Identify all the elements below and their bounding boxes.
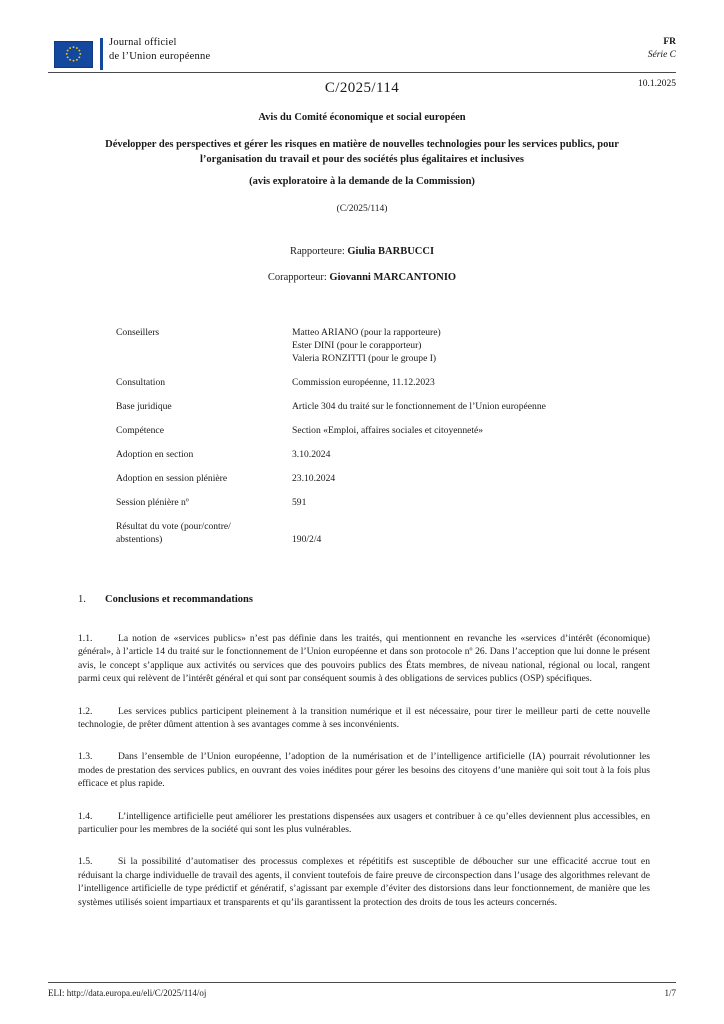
journal-title-line2: de l’Union européenne: [109, 50, 211, 62]
section-number: 1.: [78, 594, 86, 605]
section-title: Conclusions et recommandations: [105, 594, 253, 605]
journal-title: [109, 36, 210, 63]
metadata-value-line: Valeria RONZITTI (pour le groupe I): [292, 353, 437, 364]
metadata-label: Adoption en session plénière: [116, 473, 228, 484]
metadata-value: [292, 326, 636, 365]
metadata-value: [292, 496, 636, 509]
eu-flag-icon: [54, 41, 93, 68]
footer-page-number: 1/7: [664, 988, 676, 998]
rapporteur-name: Giulia BARBUCCI: [347, 246, 435, 257]
masthead-divider: [48, 72, 676, 73]
paragraph-number: 1.2.: [78, 705, 93, 717]
table-row: [116, 496, 636, 509]
paragraph-text: Si la possibilité d’automatiser des processus complexes et répétitifs est susceptible de déboucher sur une efficacité accrue tout en réduisant la charge individuelle de travail des agents, il convient toutefois de faire preuve de circonspection dans l’usage des algorithmes relevant de l’intelligence artificielle de type prédictif et génératif, s’agissant par exemple d’éviter des distorsions dans leur fonctionnement, de manière que les systèmes utilisés soient impartiaux et transparents et qu’ils garantissent la protection des droits de tous les acteurs concernés.: [78, 856, 650, 908]
table-row: [116, 424, 636, 437]
metadata-label: Session plénière nº: [116, 497, 189, 508]
table-row: [116, 520, 636, 546]
table-row: [116, 472, 636, 485]
metadata-value: [292, 448, 636, 461]
metadata-label: Consultation: [116, 377, 166, 388]
document-reference: (C/2025/114): [336, 204, 388, 214]
table-row: [116, 376, 636, 389]
paragraph-number: 1.1.: [78, 633, 93, 644]
metadata-label: Conseillers: [116, 327, 160, 338]
paragraph-text: La notion de «services publics» n’est pas définie dans les traités, qui mentionnent en revanche les «services d’intérêt (économique) général», à l’article 14 du traité sur le fonctionnement de l’Union européenne et dans son protocole nº 26. Dans l’acception que lui donne le présent avis, le concept s’applique aux activités ou services que des pouvoirs publics des États membres, de niveau national, régional ou local, rangent parmi ceux qui relèvent de l’intérêt général et qui sont par conséquent soumis à des obligations de services publics (OSP) spécifiques.: [78, 633, 650, 685]
corapporteur-line: [0, 272, 724, 283]
opinion-kind: Avis du Comité économique et social européen: [258, 112, 466, 123]
paragraph: [78, 632, 650, 686]
paragraph: [78, 750, 650, 790]
page-title: Développer des perspectives et gérer les risques en matière de nouvelles technologies pour les services publics, pour l’organisation du travail et pour des sociétés plus égalitaires et inclusives: [105, 139, 619, 165]
paragraph: [78, 705, 650, 732]
paragraph-number: 1.4.: [78, 810, 93, 822]
section-heading: [78, 594, 253, 605]
issue-date: 10.1.2025: [638, 79, 676, 89]
metadata-table: [116, 326, 636, 557]
metadata-value-line: Section «Emploi, affaires sociales et citoyenneté»: [292, 425, 484, 436]
paragraph-number: 1.3.: [78, 751, 93, 763]
paragraph-text: Dans l’ensemble de l’Union européenne, l’adoption de la numérisation et de l’intelligence artificielle (IA) pourrait révolutionner les modes de prestation des services publics, en ouvrant des voies inédites pour gérer les besoins des citoyens d’une manière qui soit tout à la fois plus efficace et plus rapide.: [78, 751, 650, 790]
metadata-value-line: 591: [292, 497, 307, 508]
rapporteur-line: [0, 246, 724, 257]
table-row: [116, 326, 636, 365]
metadata-label: Base juridique: [116, 401, 172, 412]
metadata-value: [292, 400, 636, 413]
document-number: C/2025/114: [324, 80, 400, 96]
journal-title-line1: Journal officiel: [109, 37, 177, 48]
masthead-accent-bar: [100, 38, 103, 70]
paragraph: [78, 810, 650, 837]
footer-divider: [48, 982, 676, 983]
metadata-value: [292, 472, 636, 485]
metadata-value-line: Matteo ARIANO (pour la rapporteure): [292, 327, 441, 338]
paragraph-text: Les services publics participent pleinement à la transition numérique et il est nécessaire, pour tirer le meilleur parti de cette nouvelle technologie, de prêter dûment attention à ses avantages comme à ses inconvénients.: [78, 705, 650, 731]
metadata-value-line: 190/2/4: [292, 534, 322, 545]
metadata-label: Adoption en section: [116, 449, 194, 460]
metadata-label-line: abstentions): [116, 534, 163, 545]
metadata-value-line: 23.10.2024: [292, 473, 336, 484]
metadata-value: [292, 520, 636, 546]
series-label: Série C: [647, 50, 676, 60]
paragraph: [78, 855, 650, 909]
document-subtitle: (avis exploratoire à la demande de la Commission): [249, 176, 475, 187]
metadata-value-line: 3.10.2024: [292, 449, 331, 460]
body-content: [78, 632, 650, 928]
corapporteur-label: Corapporteur:: [267, 272, 330, 283]
rapporteur-label: Rapporteure:: [289, 246, 348, 257]
table-row: [116, 448, 636, 461]
metadata-value-line: Commission européenne, 11.12.2023: [292, 377, 435, 388]
metadata-label: [116, 520, 292, 546]
language-code: FR: [663, 37, 676, 47]
metadata-value: [292, 424, 636, 437]
masthead: [48, 36, 676, 72]
footer-eli-link[interactable]: ELI: http://data.europa.eu/eli/C/2025/114/oj: [48, 988, 207, 998]
language-series-block: [648, 36, 676, 62]
corapporteur-name: Giovanni MARCANTONIO: [329, 272, 457, 283]
metadata-value-line: Ester DINI (pour le corapporteur): [292, 340, 422, 351]
metadata-label-line: Résultat du vote (pour/contre/: [116, 521, 231, 532]
table-row: [116, 400, 636, 413]
metadata-value-line: Article 304 du traité sur le fonctionnement de l’Union européenne: [292, 401, 546, 412]
metadata-value: [292, 376, 636, 389]
metadata-label: Compétence: [116, 425, 164, 436]
paragraph-number: 1.5.: [78, 856, 93, 868]
paragraph-text: L’intelligence artificielle peut améliorer les prestations dispensées aux usagers et contribuer à ce qu’elles deviennent plus accessibles, en particulier pour les membres de la société qui sont les plus vulnérables.: [78, 810, 650, 836]
